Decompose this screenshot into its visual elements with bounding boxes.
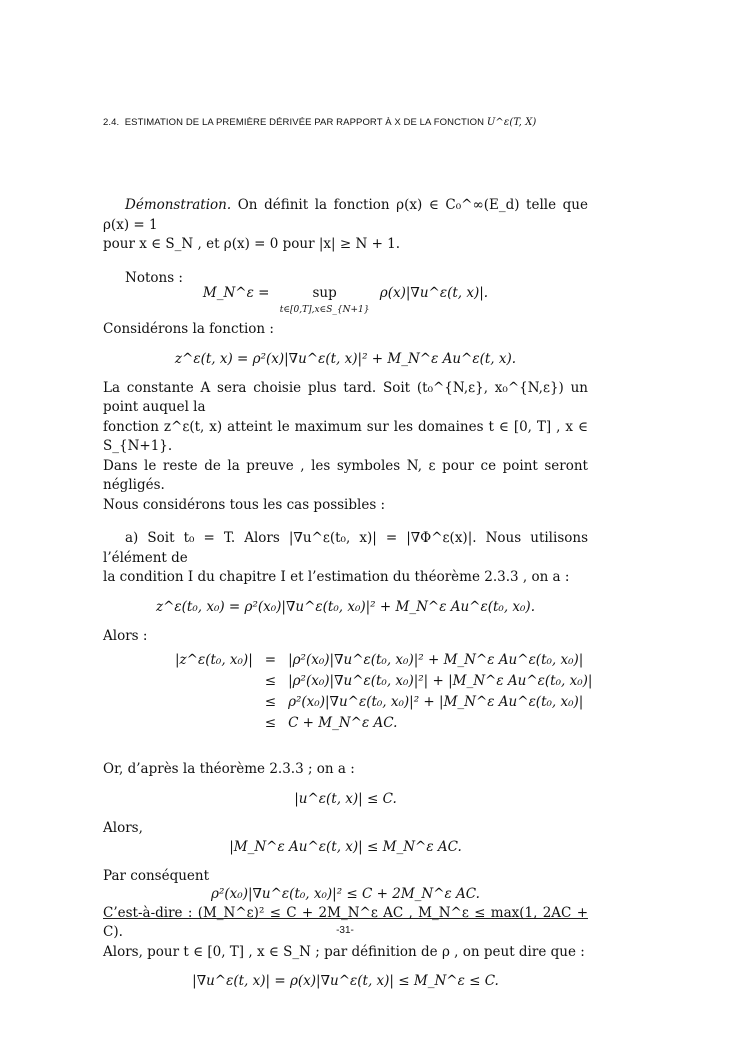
equation-mn-bound: |M_N^ε Au^ε(t, x)| ≤ M_N^ε AC. — [229, 839, 462, 855]
equation-z: z^ε(t, x) = ρ²(x)|∇u^ε(t, x)|² + M_N^ε Au^ε(t, x). — [174, 350, 517, 367]
section-function: U^ε(T, X) — [486, 117, 537, 128]
case-a-line-1: a) Soit t₀ = T. Alors |∇u^ε(t₀, x)| = |∇Φ^ε(x)|. Nous utilisons l’élément de — [103, 530, 588, 566]
equation-mn-rhs: ρ(x)|∇u^ε(t, x)|. — [379, 285, 489, 301]
inequality-lhs: |z^ε(t₀, x₀)| — [175, 652, 253, 668]
demo-line-2: pour x ∈ S_N , et ρ(x) = 0 pour |x| ≥ N + 1. — [103, 236, 401, 252]
paragraph-constant-line-2: fonction z^ε(t, x) atteint le maximum sur les domaines t ∈ [0, T] , x ∈ S_{N+1}. — [103, 418, 588, 454]
inequality-row — [169, 713, 598, 734]
inequality-relation: ≤ — [264, 715, 277, 731]
equation-final: |∇u^ε(t, x)| = ρ(x)|∇u^ε(t, x)| ≤ M_N^ε ≤ C. — [192, 973, 499, 989]
sup-label: sup — [312, 285, 337, 301]
equation-mn-lhs: M_N^ε = — [202, 285, 270, 301]
inequality-lhs — [169, 692, 259, 713]
inequality-chain — [169, 650, 598, 734]
case-a-line-2: la condition I du chapitre I et l’estimation du théorème 2.3.3 , on a : — [103, 569, 570, 585]
demo-paragraph — [103, 196, 588, 235]
alors-definition-line: Alors, pour t ∈ [0, T] , x ∈ S_N ; par définition de ρ , on peut dire que : — [103, 943, 585, 960]
sup-limits: t∈[0,T],x∈S_{N+1} — [279, 305, 370, 315]
equation-mn — [103, 284, 588, 320]
inequality-rhs: |ρ²(x₀)|∇u^ε(t₀, x₀)|²| + |M_N^ε Au^ε(t₀, x₀)| — [288, 673, 593, 689]
equation-gradient-bound: ρ²(x₀)|∇u^ε(t₀, x₀)|² ≤ C + 2M_N^ε AC. — [211, 885, 480, 902]
paragraph-constant-line-3: Dans le reste de la preuve , les symboles N, ε pour ce point seront négligés. — [103, 457, 588, 493]
paragraph-constant-line-4: Nous considérons tous les cas possibles : — [103, 496, 386, 513]
par-consequent-label: Par conséquent — [103, 868, 210, 884]
inequality-rhs: C + M_N^ε AC. — [288, 715, 398, 731]
alors-label-2: Alors, — [103, 819, 143, 836]
page-number: -31- — [336, 925, 354, 936]
inequality-relation: = — [264, 652, 277, 668]
demo-line-1: On définit la fonction ρ(x) ∈ C₀^∞(E_d) telle que ρ(x) = 1 — [103, 197, 588, 233]
inequality-relation: ≤ — [264, 673, 277, 689]
inequality-row — [169, 692, 598, 713]
equation-z-t0: z^ε(t₀, x₀) = ρ²(x₀)|∇u^ε(t₀, x₀)|² + M_N^ε Au^ε(t₀, x₀). — [155, 598, 535, 615]
considerons-label: Considérons la fonction : — [103, 321, 274, 337]
inequality-lhs — [169, 671, 259, 692]
notons-label: Notons : — [125, 269, 183, 286]
inequality-lhs — [169, 713, 259, 734]
theorem-reference: Or, d’après la théorème 2.3.3 ; on a : — [103, 761, 355, 777]
section-title: ESTIMATION DE LA PREMIÈRE DÉRIVÉE PAR RAPPORT À X DE LA FONCTION — [124, 117, 485, 128]
running-header — [103, 117, 623, 128]
paragraph-constant-line-1: La constante A sera choisie plus tard. Soit (t₀^{N,ε}, x₀^{N,ε}) un point auquel la — [103, 379, 588, 415]
inequality-rhs: ρ²(x₀)|∇u^ε(t₀, x₀)|² + |M_N^ε Au^ε(t₀, x₀)| — [288, 694, 584, 710]
section-number: 2.4. — [103, 117, 120, 128]
inequality-rhs: |ρ²(x₀)|∇u^ε(t₀, x₀)|² + M_N^ε Au^ε(t₀, x₀)| — [288, 652, 584, 668]
cest-a-dire-line: C’est-à-dire : (M_N^ε)² ≤ C + 2M_N^ε AC , M_N^ε ≤ max(1, 2AC + C). — [103, 904, 588, 940]
demo-label: Démonstration. — [125, 197, 232, 213]
page-content — [103, 196, 593, 991]
sup-operator — [280, 284, 370, 320]
inequality-relation: ≤ — [264, 694, 277, 710]
footer-rule — [103, 918, 588, 919]
equation-u-bound: |u^ε(t, x)| ≤ C. — [294, 790, 397, 807]
alors-label-1: Alors : — [103, 627, 148, 644]
inequality-row — [169, 671, 598, 692]
inequality-row — [169, 650, 598, 671]
